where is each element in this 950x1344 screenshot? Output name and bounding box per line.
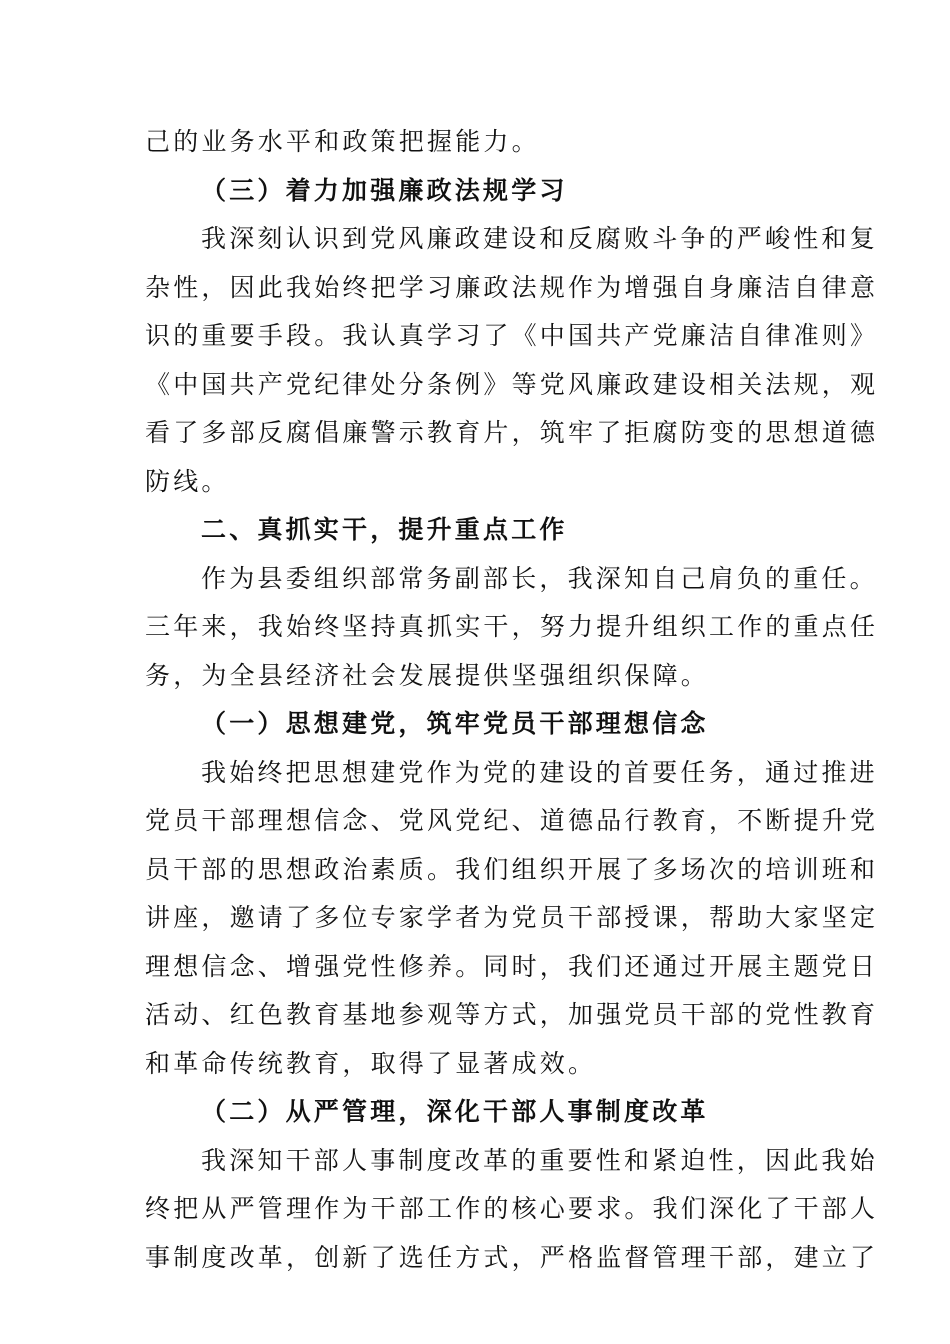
subheading-yi: （一）思想建党，筑牢党员干部理想信念 — [201, 709, 709, 738]
paragraph-line: 《中国共产党纪律处分条例》等党风廉政建设相关法规，观 — [145, 369, 879, 399]
paragraph-line: 党员干部理想信念、党风党纪、道德品行教育，不断提升党 — [145, 806, 879, 835]
paragraph-line: 活动、红色教育基地参观等方式，加强党员干部的党性教育 — [145, 1000, 879, 1029]
paragraph-line: 我深知干部人事制度改革的重要性和紧迫性，因此我始 — [201, 1145, 878, 1175]
paragraph-line: 看了多部反腐倡廉警示教育片，筑牢了拒腐防变的思想道德 — [145, 418, 879, 447]
paragraph-line: 三年来，我始终坚持真抓实干，努力提升组织工作的重点任 — [145, 612, 879, 641]
paragraph-zhongdian — [145, 555, 879, 701]
paragraph-line: 我始终把思想建党作为党的建设的首要任务，通过推进 — [201, 757, 878, 787]
paragraph-line: 识的重要手段。我认真学习了《中国共产党廉洁自律准则》 — [145, 321, 879, 350]
paragraph-lianzheng — [145, 215, 879, 506]
paragraph-line: 理想信念、增强党性修养。同时，我们还通过开展主题党日 — [145, 951, 879, 981]
paragraph-line: 作为县委组织部常务副部长，我深知自己肩负的重任。 — [201, 563, 878, 593]
paragraph-line: 和革命传统教育，取得了显著成效。 — [145, 1048, 597, 1078]
paragraph-line: 己的业务水平和政策把握能力。 — [145, 127, 540, 156]
paragraph-sixiang — [145, 749, 879, 1089]
document-body — [145, 118, 879, 1282]
paragraph-line: 事制度改革，创新了选任方式，严格监督管理干部，建立了 — [145, 1242, 879, 1272]
paragraph-line: 杂性，因此我始终把学习廉政法规作为增强自身廉洁自律意 — [145, 272, 879, 302]
paragraph-line: 终把从严管理作为干部工作的核心要求。我们深化了干部人 — [145, 1194, 879, 1223]
subheading-er: （二）从严管理，深化干部人事制度改革 — [201, 1097, 709, 1126]
paragraph-line: 务，为全县经济社会发展提供坚强组织保障。 — [145, 660, 710, 690]
paragraph-continuation — [145, 118, 809, 167]
subheading-san: （三）着力加强廉政法规学习 — [201, 175, 568, 205]
paragraph-line: 员干部的思想政治素质。我们组织开展了多场次的培训班和 — [145, 854, 879, 884]
paragraph-line: 我深刻认识到党风廉政建设和反腐败斗争的严峻性和复 — [201, 224, 878, 253]
section-heading-er: 二、真抓实干，提升重点工作 — [201, 515, 568, 544]
paragraph-ganbu — [145, 1137, 879, 1283]
paragraph-line: 防线。 — [145, 466, 230, 496]
paragraph-line: 讲座，邀请了多位专家学者为党员干部授课，帮助大家坚定 — [145, 903, 879, 932]
